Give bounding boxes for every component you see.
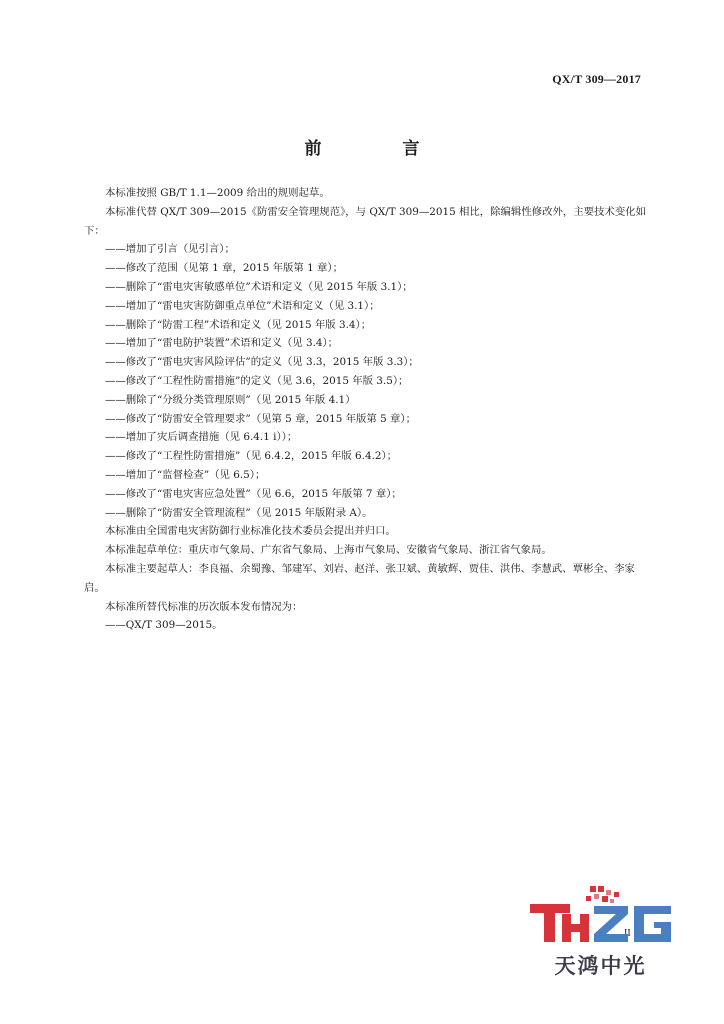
paragraph-replacement: 本标准代替 QX/T 309—2015《防雷安全管理规范》，与 QX/T 309—2015 相比，除编辑性修改外，主要技术变化如下： xyxy=(84,205,647,237)
page-title: 前 言 xyxy=(304,139,452,159)
change-list xyxy=(84,240,646,522)
page-number: II xyxy=(624,928,631,939)
list-item: ——修改了“雷电灾害风险评估”的定义（见 3.3，2015 年版 3.3）； xyxy=(105,356,419,369)
list-item: ——增加了引言（见引言）； xyxy=(105,243,235,256)
list-item: ——修改了“雷电灾害应急处置”（见 6.6，2015 年版第 7 章）； xyxy=(105,487,402,500)
paragraph-drafters: 本标准主要起草人：李良福、余蜀豫、邹建军、刘岩、赵洋、张卫斌、黄敏辉、贾佳、洪伟、李慧武、覃彬全、李家启。 xyxy=(84,562,635,594)
paragraph-drafting-units: 本标准起草单位：重庆市气象局、广东省气象局、上海市气象局、安徽省气象局、浙江省气象局。 xyxy=(105,544,552,557)
standard-code: QX/T 309—2017 xyxy=(552,72,641,86)
list-item: ——增加了“雷电防护装置”术语和定义（见 3.4）； xyxy=(105,337,339,350)
list-item: ——修改了“防雷安全管理要求”（见第 5 章，2015 年版第 5 章）； xyxy=(105,412,416,425)
paragraph-drafting-rule: 本标准按照 GB/T 1.1—2009 给出的规则起草。 xyxy=(105,187,330,199)
watermark-logo xyxy=(528,884,673,984)
list-item: ——修改了范围（见第 1 章，2015 年版第 1 章）； xyxy=(105,262,344,275)
paragraph-history-intro: 本标准所替代标准的历次版本发布情况为： xyxy=(105,600,303,613)
watermark-company-name: 天鸿中光 xyxy=(554,954,647,978)
list-item: ——修改了“工程性防雷措施”（见 6.4.2，2015 年版 6.4.2）； xyxy=(105,450,398,463)
document-body xyxy=(84,184,646,635)
list-item: ——删除了“雷电灾害敏感单位”术语和定义（见 2015 年版 3.1）； xyxy=(105,280,413,293)
list-item: ——修改了“工程性防雷措施”的定义（见 3.6，2015 年版 3.5）； xyxy=(105,374,409,387)
paragraph-proposer: 本标准由全国雷电灾害防御行业标准化技术委员会提出并归口。 xyxy=(105,525,396,538)
list-item: ——删除了“防雷安全管理流程”（见 2015 年版附录 A）。 xyxy=(105,506,373,519)
list-item: ——增加了“雷电灾害防御重点单位”术语和定义（见 3.1）； xyxy=(105,299,380,312)
list-item: ——增加了灾后调查措施（见 6.4.1 i））； xyxy=(105,431,298,444)
thzg-logo-icon xyxy=(528,884,673,946)
list-item: ——增加了“监督检查”（见 6.5）； xyxy=(105,468,266,481)
list-item: ——删除了“分级分类管理原则”（见 2015 年版 4.1） xyxy=(105,393,356,406)
history-item: ——QX/T 309—2015。 xyxy=(105,619,223,632)
list-item: ——删除了“防雷工程”术语和定义（见 2015 年版 3.4）； xyxy=(105,318,372,331)
